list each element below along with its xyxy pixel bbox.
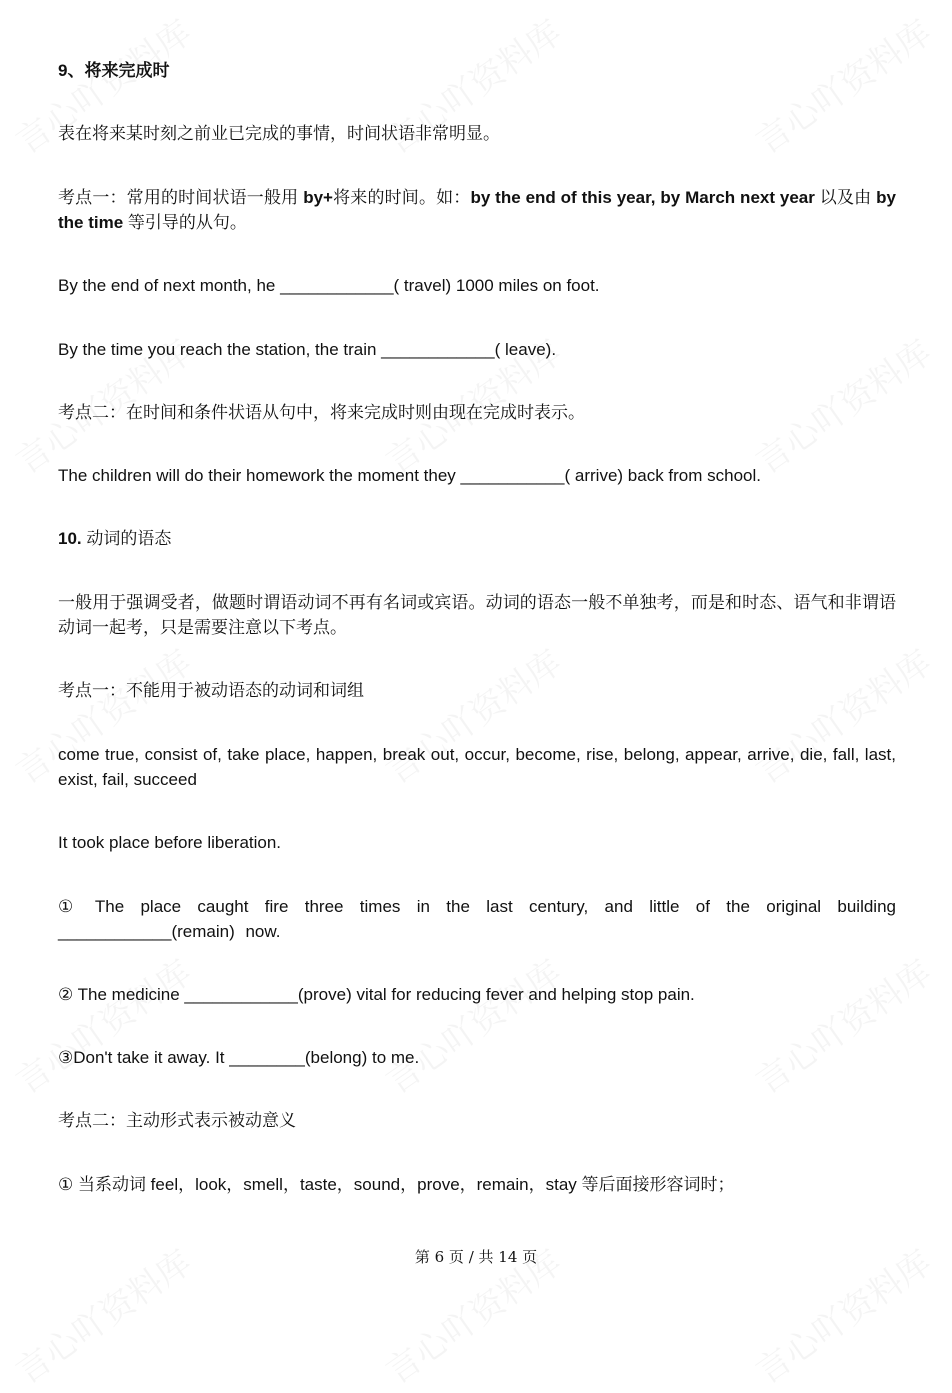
watermark [744, 946, 939, 1103]
section-10-title [58, 526, 896, 551]
exercise: By the end of next month, he ____________( travel) 1000 miles on foot. [58, 276, 600, 295]
section-9-description: 表在将来某时刻之前业已完成的事情，时间状语非常明显。 [58, 124, 500, 143]
exercise: ① The place caught fire three times in the last century, and little of the original building ____________(remain) now. [58, 897, 896, 941]
section-number: 10. [58, 529, 82, 548]
rule-item: ① 当系动词 feel，look，smell，taste，sound，prove，remain，stay 等后面接形容词时； [58, 1175, 735, 1194]
text: by the time [58, 188, 897, 232]
exercise: By the time you reach the station, the train ____________( leave). [58, 340, 557, 359]
text: 将来的时间。如： [332, 188, 471, 207]
text: 考点一：常用的时间状语一般用 [58, 188, 304, 207]
verb-list: come true, consist of, take place, happen, break out, occur, become, rise, belong, appear, arrive, die, fall, last, exist, fail, succeed [58, 745, 896, 789]
example: It took place before liberation. [58, 833, 282, 852]
text: 以及由 [814, 188, 877, 207]
exercise: The children will do their homework the moment they ___________( arrive) back from school. [58, 466, 762, 485]
exercise: ③Don't take it away. It ________(belong) to me. [58, 1048, 420, 1067]
section-10-point-2: 考点二：主动形式表示被动意义 [58, 1111, 296, 1130]
watermark [4, 946, 199, 1103]
section-9-point-2: 考点二：在时间和条件状语从句中，将来完成时则由现在完成时表示。 [58, 403, 585, 422]
page-footer: 第 6 页 / 共 14 页 [414, 1248, 538, 1266]
section-9-point-1 [58, 185, 896, 235]
section-10-point-1: 考点一：不能用于被动语态的动词和词组 [58, 681, 364, 700]
text: 等引导的从句。 [123, 213, 247, 232]
exercise: ② The medicine ____________(prove) vital for reducing fever and helping stop pain. [58, 985, 695, 1004]
section-9-title: 9、将来完成时 [58, 61, 170, 80]
watermark [374, 946, 569, 1103]
text: by the end of this year, by March next year [470, 188, 815, 207]
section-title-text: 动词的语态 [81, 529, 172, 548]
section-10-description: 一般用于强调受者，做题时谓语动词不再有名词或宾语。动词的语态一般不单独考，而是和时态、语气和非谓语动词一起考，只是需要注意以下考点。 [58, 593, 896, 637]
text: by+ [303, 188, 333, 207]
